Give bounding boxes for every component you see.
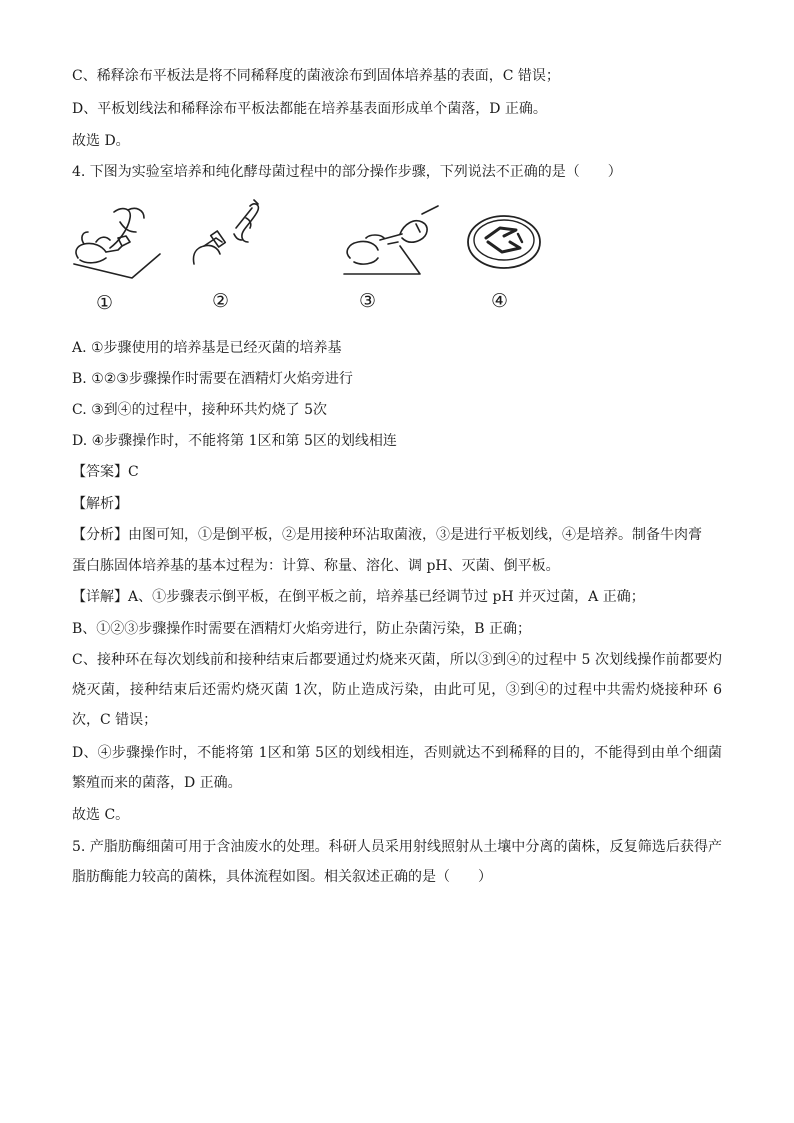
step-4-incubate-dish-illustration	[464, 208, 544, 276]
analysis-line-1: 【分析】由图可知，①是倒平板，②是用接种环沾取菌液，③是进行平板划线，④是培养。制备牛肉膏	[72, 527, 702, 543]
prev-choose: 故选 D。	[72, 133, 130, 149]
prev-option-d-explanation: D、平板划线法和稀释涂布平板法都能在培养基表面形成单个菌落，D 正确。	[72, 101, 547, 117]
detail-d: D、④步骤操作时，不能将第 1区和第 5区的划线相连，否则就达不到稀释的目的，不能得到由单个细菌繁殖而来的菌落，D 正确。	[72, 745, 722, 791]
analysis-line-2: 蛋白胨固体培养基的基本过程为：计算、称量、溶化、调 pH、灭菌、倒平板。	[72, 558, 560, 574]
figure-label-1: ①	[96, 292, 114, 314]
analysis-heading: 【解析】	[72, 496, 128, 512]
procedure-figure	[70, 198, 550, 318]
answer: 【答案】C	[72, 464, 139, 480]
detail-b: B、①②③步骤操作时需要在酒精灯火焰旁进行，防止杂菌污染，B 正确；	[72, 621, 532, 637]
detail-c: C、接种环在每次划线前和接种结束后都要通过灼烧来灭菌，所以③到④的过程中 5 次划线操作前都要灼烧灭菌，接种结束后还需灼烧灭菌 1次，防止造成污染，由此可见，③到④的过程中共需灼烧接种环 6 次，C 错误；	[72, 652, 722, 728]
option-a: A. ①步骤使用的培养基是已经灭菌的培养基	[72, 340, 342, 356]
option-c: C. ③到④的过程中，接种环共灼烧了 5次	[72, 402, 328, 418]
step-1-pour-plate-illustration	[70, 202, 162, 282]
step-3-streak-plate-illustration	[340, 204, 440, 276]
question-stem: 4. 下图为实验室培养和纯化酵母菌过程中的部分操作步骤，下列说法不正确的是（ ）	[72, 164, 622, 180]
option-d: D. ④步骤操作时，不能将第 1区和第 5区的划线相连	[72, 433, 397, 449]
figure-label-3: ③	[359, 290, 377, 312]
option-b: B. ①②③步骤操作时需要在酒精灯火焰旁进行	[72, 371, 353, 387]
choose: 故选 C。	[72, 807, 130, 823]
detail-a: 【详解】A、①步骤表示倒平板，在倒平板之前，培养基已经调节过 pH 并灭过菌，A 正确；	[72, 589, 645, 605]
step-2-dip-loop-illustration	[188, 198, 280, 268]
figure-label-4: ④	[491, 290, 509, 312]
prev-option-c-explanation: C、稀释涂布平板法是将不同稀释度的菌液涂布到固体培养基的表面，C 错误；	[72, 68, 560, 84]
question-stem: 5. 产脂肪酶细菌可用于含油废水的处理。科研人员采用射线照射从土壤中分离的菌株，反复筛选后获得产脂肪酶能力较高的菌株，具体流程如图。相关叙述正确的是（ ）	[72, 839, 722, 885]
figure-label-2: ②	[212, 290, 230, 312]
